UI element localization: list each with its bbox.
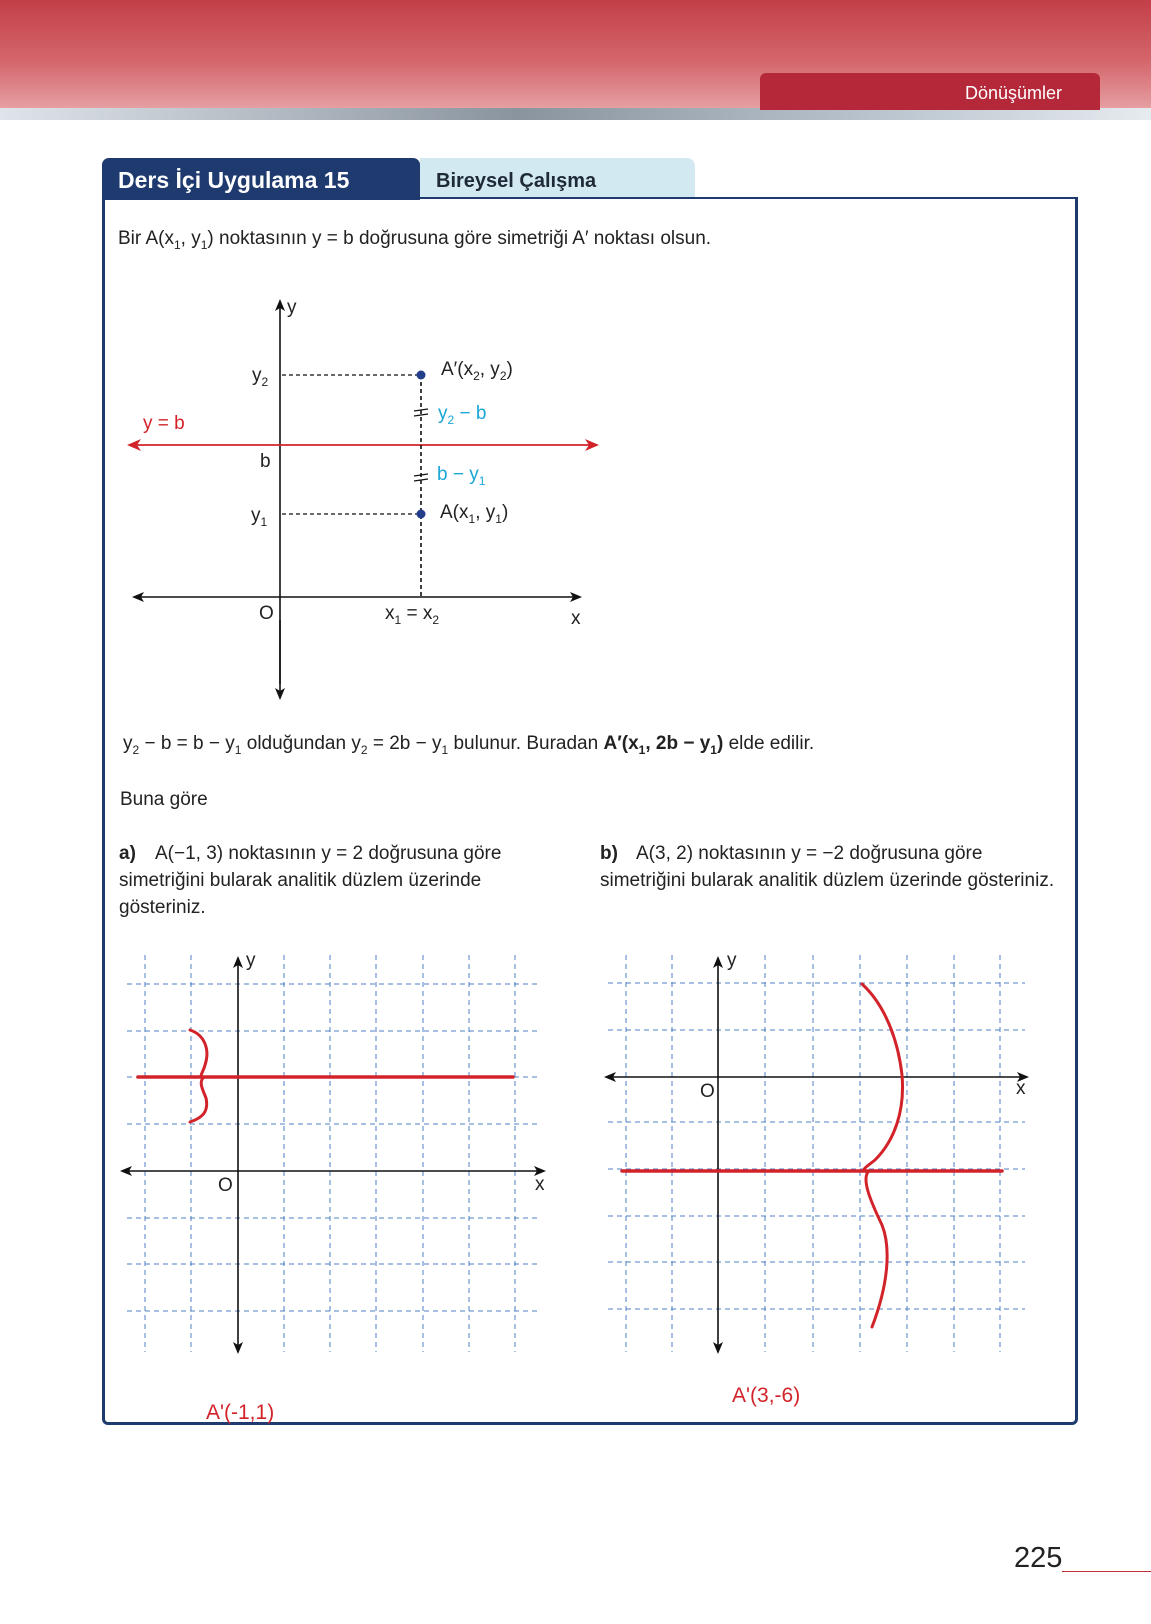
- a-prime-label: $A'(x_2$, $y_2$): [441, 359, 513, 383]
- intro-sub: 1: [173, 237, 181, 252]
- activity-subtitle: Bireysel Çalışma: [420, 158, 695, 198]
- activity-title: Ders İçi Uygulama 15: [102, 158, 420, 200]
- origin-label: O: [259, 603, 274, 624]
- section-title: Dönüşümler: [760, 73, 1100, 110]
- answer-a: A'(-1,1): [206, 1401, 275, 1424]
- page-number: 225: [1014, 1542, 1063, 1574]
- distance-bottom-label: $b - y_1$: [437, 464, 486, 488]
- a-label: $A(x_1$, $y_1$): [440, 502, 509, 526]
- grid-b-origin-label: O: [700, 1081, 715, 1102]
- y1-label: $y_1$: [251, 505, 268, 529]
- question-a: [119, 840, 549, 921]
- intro-part: , y: [180, 228, 201, 249]
- page-number-underline: [1062, 1571, 1151, 1572]
- diagram-x-axis-label: x: [571, 608, 581, 629]
- y2-label: $y_2$: [252, 365, 269, 389]
- point-a-prime: [417, 371, 426, 380]
- grid-a-x-label: x: [535, 1174, 545, 1195]
- grid-b-x-label: x: [1016, 1078, 1026, 1099]
- question-b-text: A(3, 2) noktasının y = −2 doğrusuna göre simetriğini bularak analitik düzlem üzerinde gösteriniz.: [600, 843, 1055, 891]
- grid-a-origin-label: O: [218, 1175, 233, 1196]
- intro-part: ) noktasının y = b doğrusuna göre simetriği A′ noktası olsun.: [207, 228, 712, 249]
- distance-top-label: $y_2 - b$: [438, 403, 487, 427]
- question-a-label: a): [119, 843, 136, 864]
- grid-a: [122, 955, 544, 1352]
- handwritten-curve-b: [862, 984, 903, 1327]
- intro-sub: 1: [200, 237, 208, 252]
- x-equality-label: $x_1 = x_2$: [385, 603, 440, 627]
- b-label: b: [260, 451, 271, 472]
- grid-a-y-label: y: [246, 950, 256, 971]
- line-label: y = b: [143, 413, 185, 434]
- question-b: [600, 840, 1068, 894]
- answer-b: A'(3,-6): [732, 1384, 801, 1407]
- symmetry-diagram: [129, 301, 597, 698]
- point-a: [417, 510, 426, 519]
- diagram-y-axis-label: y: [287, 297, 297, 318]
- question-b-label: b): [600, 843, 618, 864]
- intro-part: Bir A(x: [118, 228, 174, 249]
- buna-gore-text: Buna göre: [120, 789, 208, 810]
- grid-b-y-label: y: [727, 950, 737, 971]
- question-a-text: A(−1, 3) noktasının y = 2 doğrusuna göre simetriğini bularak analitik düzlem üzerinde gösteriniz.: [119, 843, 502, 918]
- grid-b: [606, 955, 1027, 1352]
- derivation-text: $y_2 - b = b - y_1$ olduğundan $y_2 = 2b - y_1$ bulunur. Buradan $A'(x_1$, $2b - y_1$) elde edilir.: [123, 733, 815, 757]
